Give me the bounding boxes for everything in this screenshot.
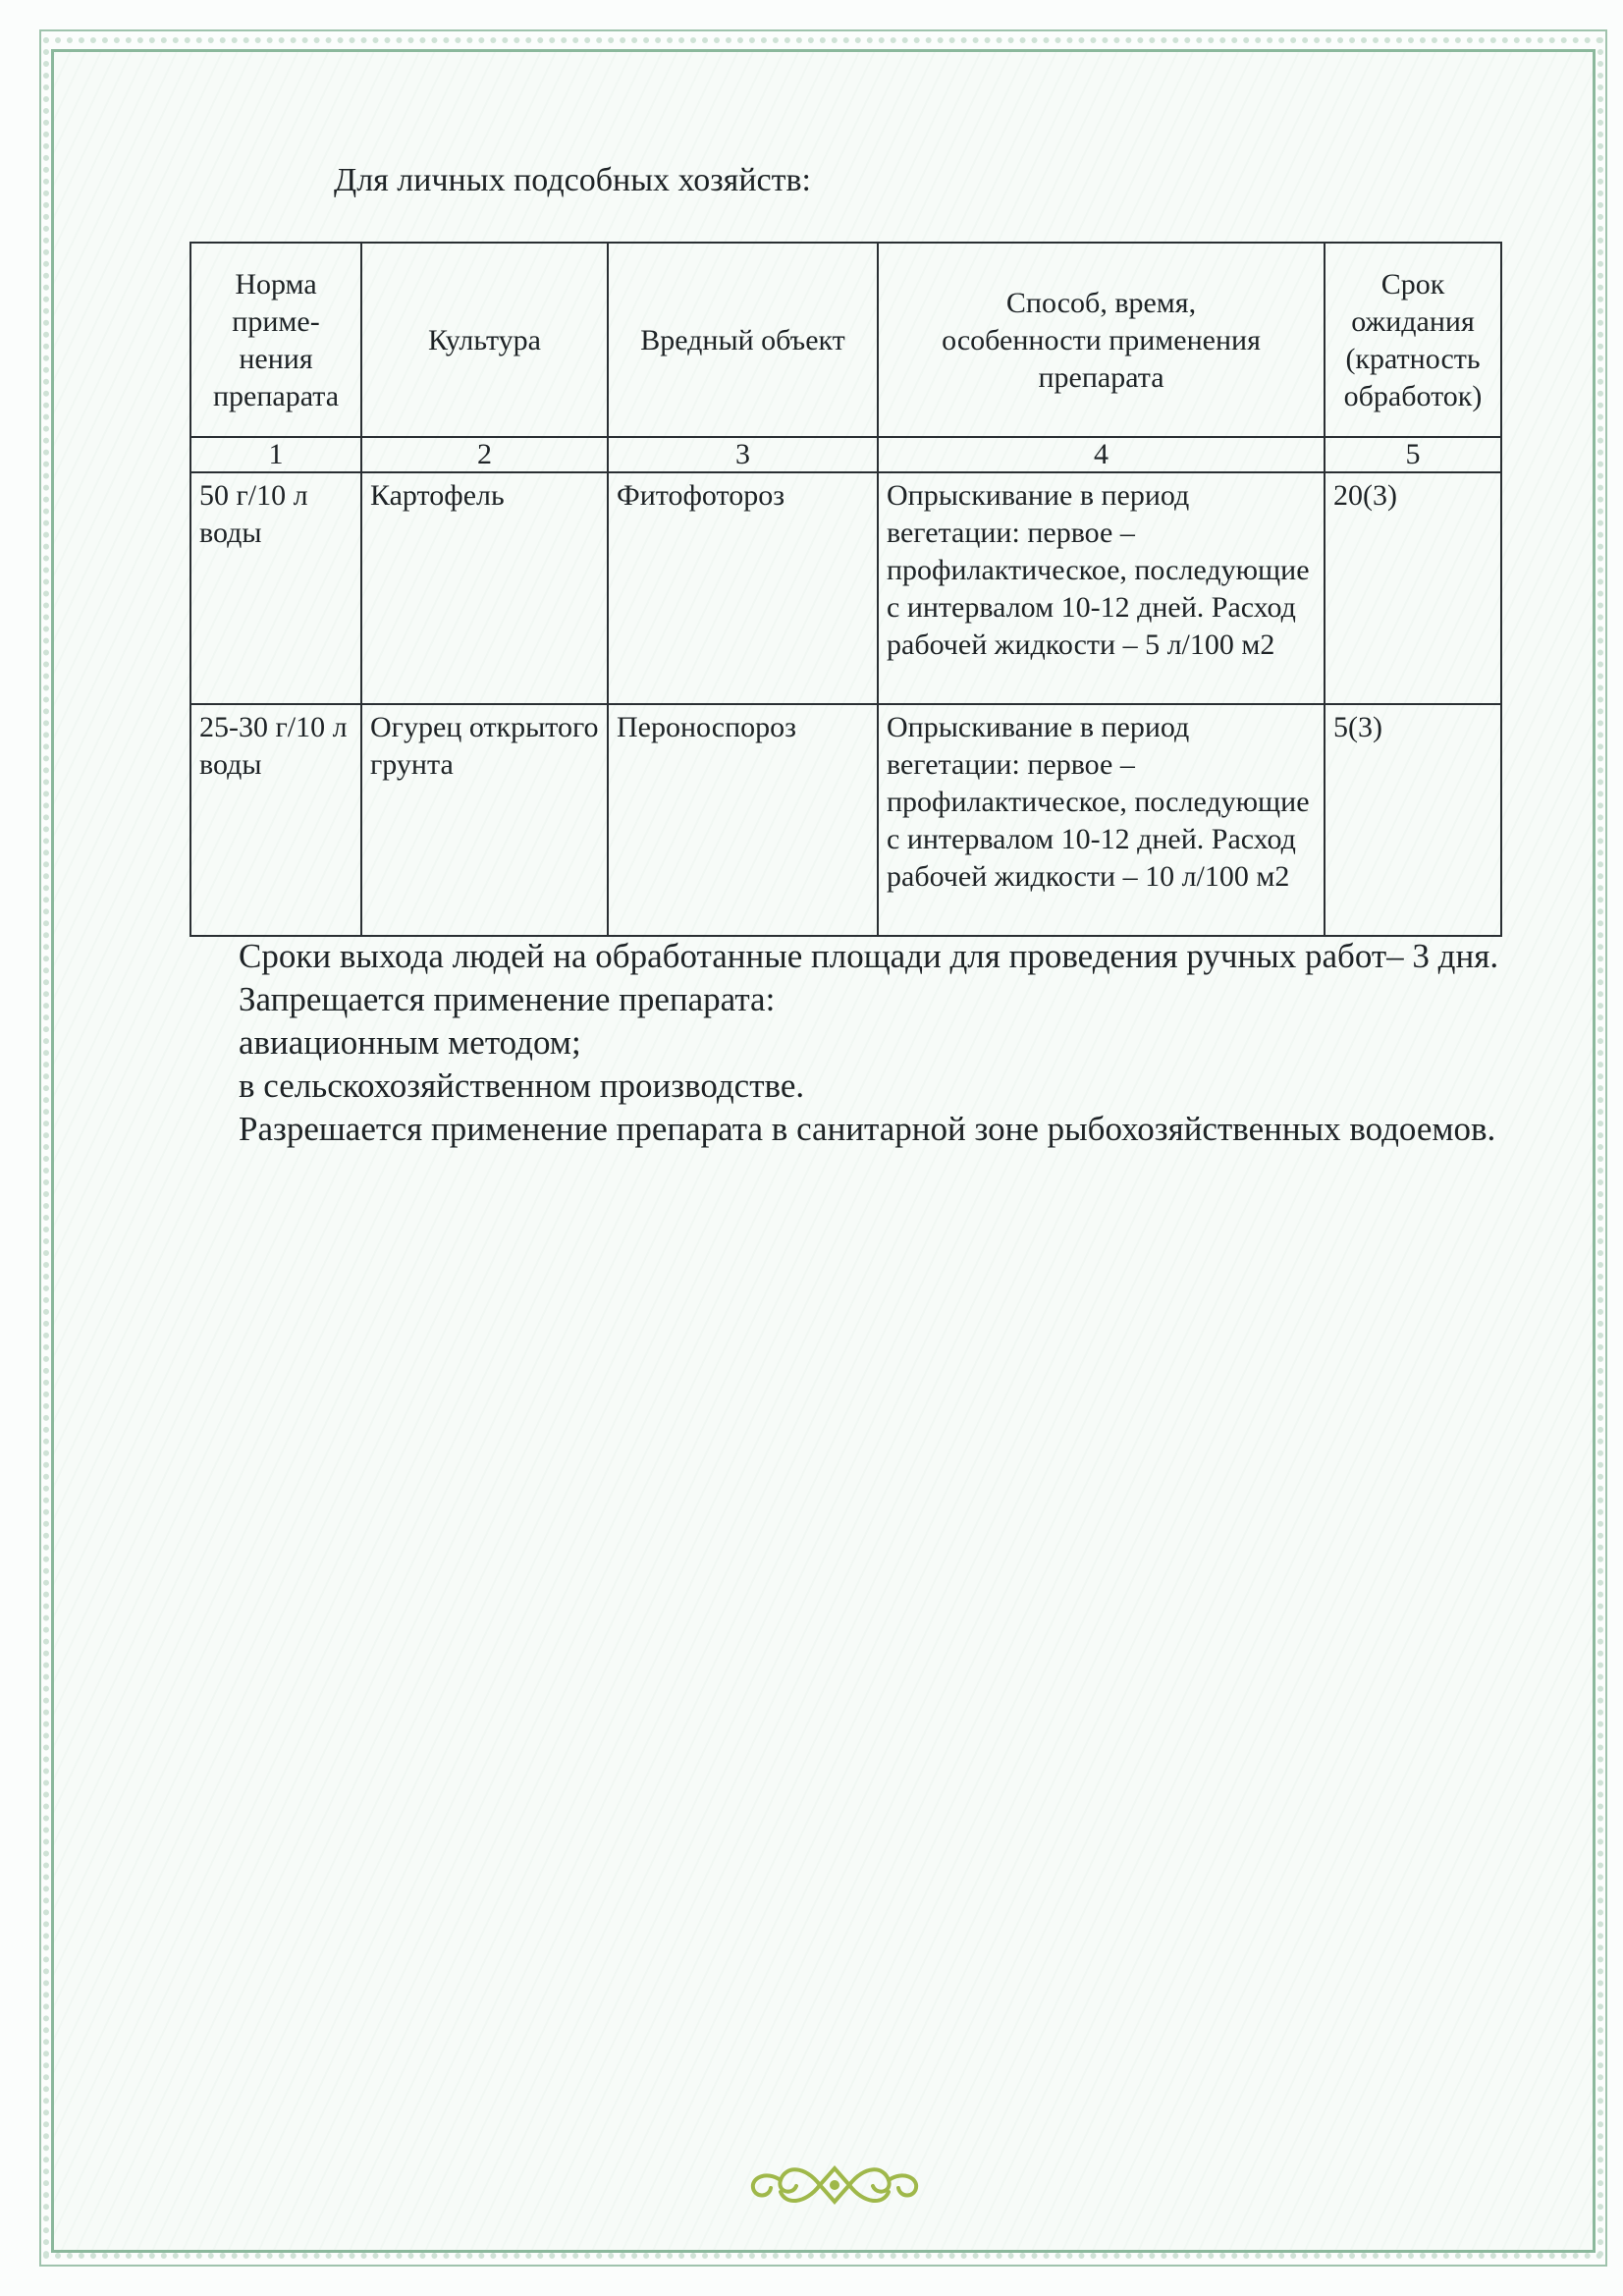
application-table [189,242,1502,937]
paragraph-prohibition-aviation: авиационным методом; [239,1023,581,1062]
paragraph-prohibition-agriculture: в сельскохозяйственном производстве. [239,1066,805,1105]
header-rate: Норма приме- нения препарата [190,243,361,437]
column-number: 5 [1325,437,1501,472]
column-number: 2 [361,437,608,472]
cell-crop: Огурец открытого грунта [361,704,608,936]
cell-waiting: 20(3) [1325,472,1501,704]
regulations-text [239,935,1525,1151]
cell-crop: Картофель [361,472,608,704]
cell-waiting: 5(3) [1325,704,1501,936]
header-crop: Культура [361,243,608,437]
table-row [190,472,1501,704]
cell-method: Опрыскивание в период вегетации: первое – профилактическое, последующие с интервалом 10-12 дней. Расход рабочей жидкости – 5 л/100 м2 [878,472,1325,704]
paragraph-permission: Разрешается применение препарата в санитарной зоне рыбохозяйственных водоемов. [239,1110,1496,1148]
cell-pest: Пероноспороз [608,704,878,936]
section-heading: Для личных подсобных хозяйств: [334,162,811,198]
column-number: 3 [608,437,878,472]
cell-method: Опрыскивание в период вегетации: первое – профилактическое, последующие с интервалом 10-12 дней. Расход рабочей жидкости – 10 л/100 м2 [878,704,1325,936]
decorative-ornament-icon [741,2160,928,2210]
column-number: 1 [190,437,361,472]
table-header-row [190,243,1501,437]
column-number: 4 [878,437,1325,472]
table-column-numbers-row [190,437,1501,472]
table-row [190,704,1501,936]
paragraph-reentry-period: Сроки выхода людей на обработанные площади для проведения ручных работ– 3 дня. [239,937,1499,975]
paragraph-prohibition: Запрещается применение препарата: [239,980,776,1018]
header-waiting: Срок ожидания (кратность обработок) [1325,243,1501,437]
header-method: Способ, время, особенности применения препарата [878,243,1325,437]
cell-rate: 50 г/10 л воды [190,472,361,704]
cell-rate: 25-30 г/10 л воды [190,704,361,936]
header-pest: Вредный объект [608,243,878,437]
cell-pest: Фитофотороз [608,472,878,704]
